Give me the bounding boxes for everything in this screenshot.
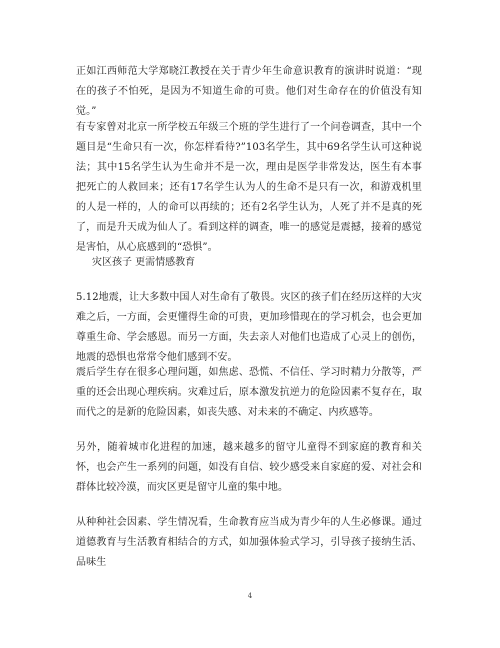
paragraph-earthquake: 5.12地震，让大多数中国人对生命有了敬畏。灾区的孩子们在经历这样的大灾难之后，一方面，会更懂得生命的可贵，更加珍惜现在的学习机会，也会更加尊重生命、学会感恩。而另一方面，失去亲人对他们也造成了心灵上的创伤，地震的恐惧也常常令他们感到不安。 — [76, 292, 422, 363]
paragraph-quote: 正如江西师范大学郑晓江教授在关于青少年生命意识教育的演讲时说道：“现在的孩子不怕死，是因为不知道生命的可贵。他们对生命存在的价值没有知觉。” — [76, 66, 422, 117]
paragraph-psychology: 震后学生存在很多心理问题，如焦虑、恐慌、不信任、学习时精力分散等，严重的还会出现心理疾病。灾难过后，原本激发抗逆力的危险因素不复存在，取而代之的是新的危险因素，如丧失感、对未来的不确定、内疚感等。 — [76, 367, 422, 418]
paragraph-survey: 有专家曾对北京一所学校五年级三个班的学生进行了一个问卷调查，其中一个题目是“生命只有一次，你怎样看待?”103名学生，其中69名学生认可这种说法；其中15名学生认为生命并不是一次，理由是医学非常发达，医生有本事把死亡的人救回来；还有17名学生认为人的生命不是只有一次，和游戏机里的人是一样的，人的命可以再续的；还有2名学生认为，人死了并不是真的死了，而是升天成为仙人了。看到这样的调查，唯一的感觉是震撼，接着的感觉是害怕，从心底感到的“恐惧”。 — [76, 122, 422, 253]
paragraph-left-behind-children: 另外，随着城市化进程的加速，越来越多的留守儿童得不到家庭的教育和关怀，也会产生一系列的问题，如没有自信、较少感受来自家庭的爱、对社会和群体比较冷漠，而灾区更是留守儿童的集中地。 — [76, 442, 422, 493]
paragraph-life-education: 从种种社会因素、学生情况看，生命教育应当成为青少年的人生必修课。通过道德教育与生活教育相结合的方式，如加强体验式学习，引导孩子接纳生活、品味生 — [76, 517, 422, 568]
page-number: 4 — [247, 592, 253, 600]
section-heading: 灾区孩子 更需情感教育 — [92, 257, 196, 268]
